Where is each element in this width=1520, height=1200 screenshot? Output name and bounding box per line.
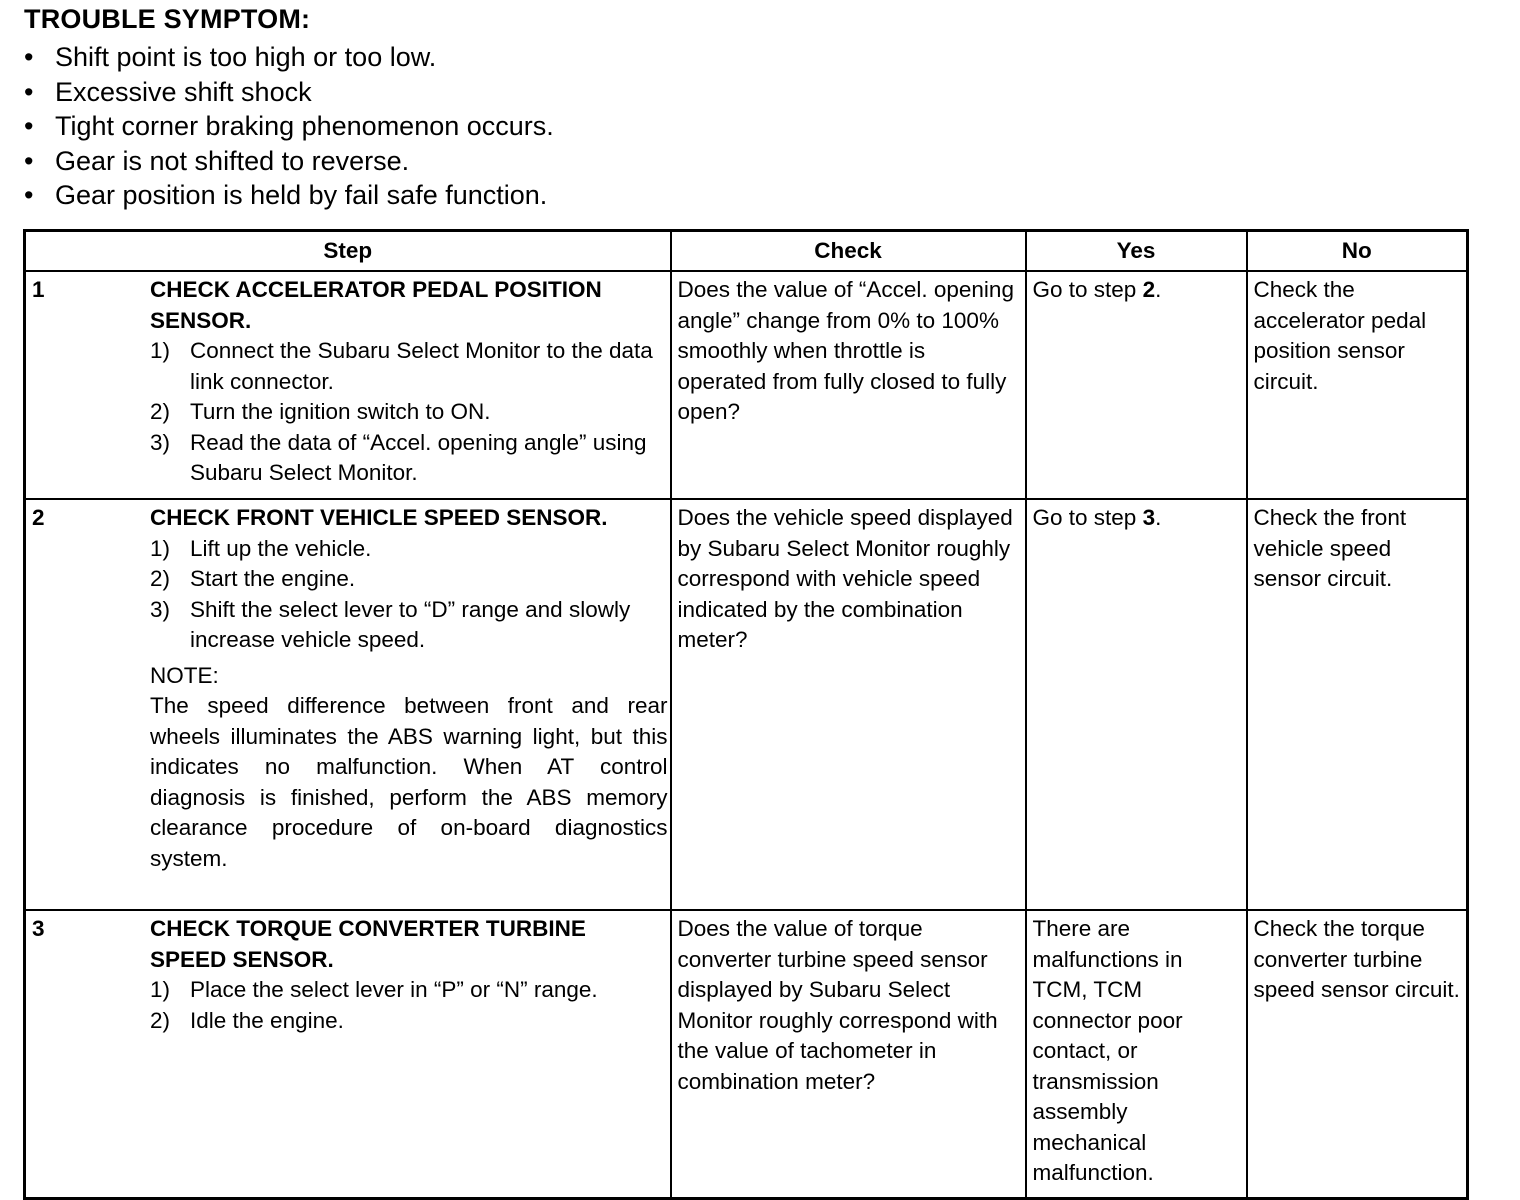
bullet-icon: • xyxy=(24,145,34,176)
symptom-text: Excessive shift shock xyxy=(55,76,312,107)
procedure-number: 2) xyxy=(150,399,171,424)
procedure-text: Turn the ignition switch to ON. xyxy=(190,399,491,424)
step-title: CHECK TORQUE CONVERTER TURBINE SPEED SENSOR. xyxy=(150,916,586,972)
procedure-number: 1) xyxy=(150,535,171,561)
procedure-number: 3) xyxy=(150,429,171,455)
symptom-text: Tight corner braking phenomenon occurs. xyxy=(55,111,554,142)
check-cell: Does the value of torque converter turbine speed sensor displayed by Subaru Select Monitor roughly correspond with the value of tachometer in combination meter? xyxy=(671,910,1026,1198)
procedure-text: Start the engine. xyxy=(190,566,356,591)
column-header-no: No xyxy=(1247,231,1468,272)
yes-cell xyxy=(1026,499,1247,910)
column-header-yes: Yes xyxy=(1026,231,1247,272)
step-number: 1 xyxy=(32,277,45,302)
check-cell: Does the vehicle speed displayed by Subaru Select Monitor roughly correspond with vehicle speed indicated by the combination meter? xyxy=(671,499,1026,910)
step-cell xyxy=(25,499,671,910)
symptom-text: Gear position is held by fail safe function. xyxy=(55,180,548,211)
procedure-item xyxy=(150,397,668,428)
procedure-item xyxy=(150,428,668,489)
procedure-number: 1) xyxy=(150,977,171,1002)
procedure-item xyxy=(150,336,668,397)
no-cell: Check the front vehicle speed sensor circuit. xyxy=(1247,499,1468,910)
symptom-item xyxy=(24,178,554,213)
procedure-text: Read the data of “Accel. opening angle” using Subaru Select Monitor. xyxy=(190,429,647,485)
yes-suffix: . xyxy=(1155,505,1162,530)
yes-cell xyxy=(1026,271,1247,499)
yes-cell: There are malfunctions in TCM, TCM connector poor contact, or transmission assembly mechanical malfunction. xyxy=(1026,910,1247,1198)
no-cell: Check the torque converter turbine speed sensor circuit. xyxy=(1247,910,1468,1198)
table-header-row xyxy=(25,231,1468,272)
bullet-icon: • xyxy=(24,42,34,72)
procedure-number: 3) xyxy=(150,596,171,622)
symptom-item xyxy=(24,109,554,144)
no-cell: Check the accelerator pedal position sensor circuit. xyxy=(1247,271,1468,499)
bullet-icon: • xyxy=(24,76,34,107)
table-row xyxy=(25,499,1468,910)
step-number: 2 xyxy=(32,505,45,530)
procedure-number: 1) xyxy=(150,338,171,363)
procedure-number: 2) xyxy=(150,1007,171,1033)
step-number: 3 xyxy=(32,916,45,941)
symptom-text: Shift point is too high or too low. xyxy=(55,42,437,72)
procedure-item xyxy=(150,534,668,565)
step-reference: 3 xyxy=(1142,505,1156,530)
check-cell: Does the value of “Accel. opening angle” change from 0% to 100% smoothly when throttle is operated from fully closed to fully open? xyxy=(671,271,1026,499)
trouble-symptom-heading: TROUBLE SYMPTOM: xyxy=(24,4,311,34)
step-title: CHECK FRONT VEHICLE SPEED SENSOR. xyxy=(150,505,608,530)
step-cell xyxy=(25,910,671,1198)
step-reference: 2 xyxy=(1142,277,1156,302)
procedure-item xyxy=(150,1006,668,1037)
symptom-text: Gear is not shifted to reverse. xyxy=(55,145,410,176)
procedure-number: 2) xyxy=(150,566,171,591)
step-title: CHECK ACCELERATOR PEDAL POSITION SENSOR. xyxy=(150,277,602,333)
table-row xyxy=(25,271,1468,499)
step-cell xyxy=(25,271,671,499)
symptom-item xyxy=(24,144,554,179)
yes-text: Go to step xyxy=(1032,277,1143,302)
procedure-item xyxy=(150,595,668,656)
table-row xyxy=(25,910,1468,1198)
symptom-list xyxy=(24,40,554,213)
procedure-item xyxy=(150,564,668,595)
column-header-step: Step xyxy=(25,231,671,272)
column-header-check: Check xyxy=(671,231,1026,272)
symptom-item xyxy=(24,75,554,110)
yes-text: Go to step xyxy=(1032,505,1143,530)
procedure-text: Shift the select lever to “D” range and slowly increase vehicle speed. xyxy=(190,596,631,652)
bullet-icon: • xyxy=(24,180,34,211)
procedure-text: Connect the Subaru Select Monitor to the data link connector. xyxy=(190,338,653,394)
note-text: The speed difference between front and rear wheels illuminates the ABS warning light, but this indicates no malfunction. When AT control diagnosis is finished, perform the ABS memory clearance procedure of on-board diagnostics system. xyxy=(150,693,668,871)
symptom-item xyxy=(24,40,554,75)
procedure-text: Place the select lever in “P” or “N” range. xyxy=(190,977,598,1002)
bullet-icon: • xyxy=(24,111,34,142)
procedure-text: Idle the engine. xyxy=(190,1007,344,1033)
procedure-item xyxy=(150,975,668,1006)
note-label: NOTE: xyxy=(150,662,219,688)
procedure-text: Lift up the vehicle. xyxy=(190,535,372,561)
yes-suffix: . xyxy=(1155,277,1162,302)
diagnosis-table xyxy=(23,229,1469,1200)
